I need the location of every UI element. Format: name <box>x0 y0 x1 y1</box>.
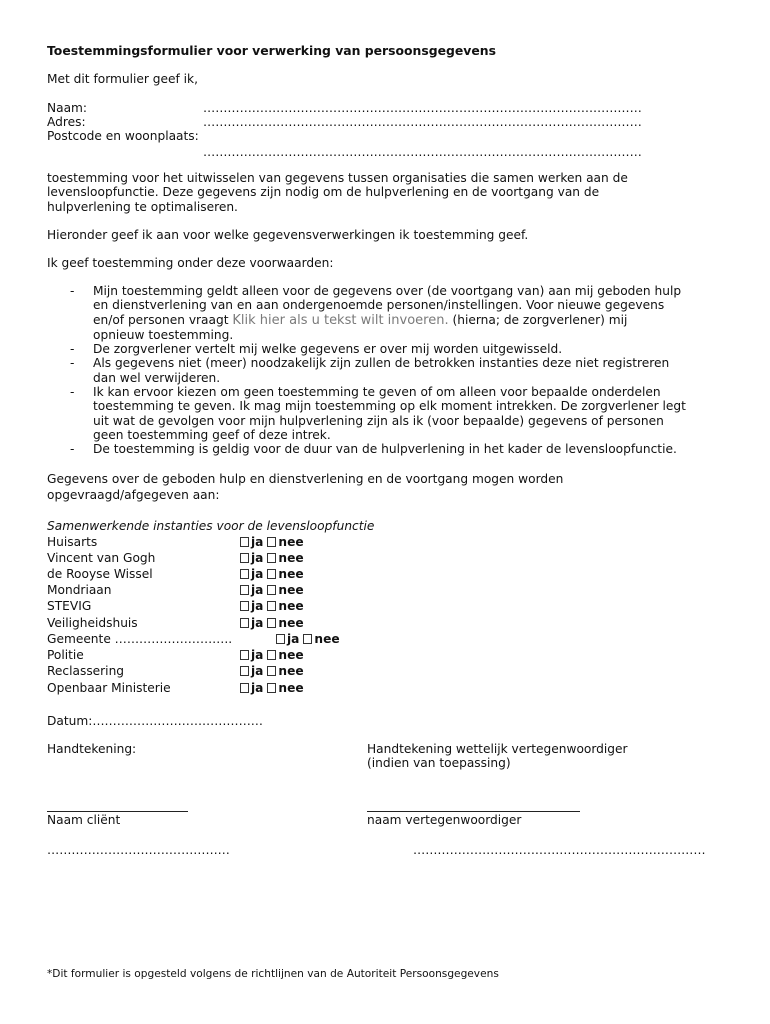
footnote: *Dit formulier is opgesteld volgens de richtlijnen van de Autoriteit Persoonsgegevens <box>47 968 499 980</box>
bullet-line: opnieuw toestemming. <box>93 327 234 342</box>
ja-checkbox[interactable] <box>240 553 249 563</box>
instance-options <box>240 583 304 598</box>
conditions-list <box>47 284 747 457</box>
nee-checkbox[interactable] <box>267 585 276 595</box>
ja-checkbox[interactable] <box>240 569 249 579</box>
instance-openbaar-ministerie: Openbaar Ministerie <box>47 681 171 695</box>
postcode-field[interactable]: ……………………………………………………………………………………………… <box>203 145 642 159</box>
representative-name-label: naam vertegenwoordiger <box>367 813 522 827</box>
nee-label: nee <box>278 616 304 630</box>
representative-signature-line[interactable] <box>367 811 580 812</box>
instance-mondriaan: Mondriaan <box>47 583 112 597</box>
instance-options <box>240 616 304 631</box>
bullet-line <box>93 313 747 328</box>
ja-label: ja <box>251 648 264 662</box>
ja-checkbox[interactable] <box>240 618 249 628</box>
nee-checkbox[interactable] <box>267 537 276 547</box>
ja-checkbox[interactable] <box>276 634 285 644</box>
list-item <box>47 284 747 342</box>
ja-checkbox[interactable] <box>240 601 249 611</box>
bullet-line: dan wel verwijderen. <box>93 370 221 385</box>
consent-line: toestemming voor het uitwisselen van gegevens tussen organisaties die samen werken aan de <box>47 171 628 185</box>
ja-checkbox[interactable] <box>240 585 249 595</box>
bullet-line: geen toestemming geef of deze intrek. <box>93 427 331 442</box>
ja-label: ja <box>251 616 264 630</box>
nee-label: nee <box>278 681 304 695</box>
client-signature-label: Handtekening: <box>47 742 137 756</box>
client-name-field[interactable]: ……………………………………… <box>47 843 230 857</box>
instance-veiligheidshuis: Veiligheidshuis <box>47 616 138 630</box>
nee-label: nee <box>278 535 304 549</box>
representative-note: (indien van toepassing) <box>367 756 511 770</box>
consent-paragraph <box>47 171 737 214</box>
list-item <box>47 342 747 356</box>
bullet-text: (hierna; de zorgverlener) mij <box>448 312 628 327</box>
instance-options <box>240 535 304 550</box>
instances-heading: Samenwerkende instanties voor de levensloopfunctie <box>47 519 375 533</box>
list-item <box>47 385 747 442</box>
naam-field[interactable]: ……………………………………………………………………………………………… <box>203 101 642 115</box>
representative-signature-label: Handtekening wettelijk vertegenwoordiger <box>367 742 628 756</box>
placeholder-text-field[interactable]: Klik hier als u tekst wilt invoeren. <box>232 312 449 328</box>
instance-options <box>240 648 304 663</box>
bullet-dash: - <box>70 442 75 457</box>
bullet-line: Ik kan ervoor kiezen om geen toestemming te geven of om alleen voor bepaalde onderdelen <box>93 385 661 400</box>
nee-label: nee <box>278 648 304 662</box>
nee-label: nee <box>278 599 304 613</box>
form-title: Toestemmingsformulier voor verwerking van persoonsgegevens <box>47 43 496 58</box>
conditions-heading: Ik geef toestemming onder deze voorwaarden: <box>47 256 334 270</box>
nee-label: nee <box>314 632 340 646</box>
instance-options <box>240 664 304 679</box>
representative-name-field[interactable]: ……………………………………………………………… <box>413 843 706 857</box>
instance-de-rooyse-wissel: de Rooyse Wissel <box>47 567 153 581</box>
bullet-line: De toestemming is geldig voor de duur van de hulpverlening in het kader de levensloopfunctie. <box>93 442 677 457</box>
postcode-label: Postcode en woonplaats: <box>47 129 199 143</box>
instance-politie: Politie <box>47 648 84 662</box>
bullet-line: Mijn toestemming geldt alleen voor de gegevens over (de voortgang van) aan mij geboden hulp <box>93 284 682 298</box>
ja-checkbox[interactable] <box>240 666 249 676</box>
instance-reclassering: Reclassering <box>47 664 125 678</box>
instance-stevig: STEVIG <box>47 599 92 613</box>
nee-checkbox[interactable] <box>267 650 276 660</box>
ja-label: ja <box>251 681 264 695</box>
nee-label: nee <box>278 567 304 581</box>
bullet-line: en dienstverlening van en aan ondergenoemde personen/instellingen. Voor nieuwe gegevens <box>93 298 665 313</box>
list-item <box>47 356 747 385</box>
naam-label: Naam: <box>47 101 88 115</box>
nee-label: nee <box>278 583 304 597</box>
ja-label: ja <box>251 567 264 581</box>
ja-label: ja <box>251 583 264 597</box>
client-name-label: Naam cliënt <box>47 813 121 827</box>
bullet-line: uit wat de gevolgen voor mijn hulpverlening zijn als ik (voor bepaalde) gegevens of personen <box>93 413 664 428</box>
ja-checkbox[interactable] <box>240 537 249 547</box>
nee-checkbox[interactable] <box>267 683 276 693</box>
adres-label: Adres: <box>47 115 86 129</box>
instance-options <box>276 632 340 647</box>
datum-field[interactable]: Datum:…………………………………… <box>47 714 263 728</box>
bullet-dash: - <box>70 356 75 371</box>
client-signature-line[interactable] <box>47 811 188 812</box>
ja-label: ja <box>287 632 300 646</box>
instance-vincent-van-gogh: Vincent van Gogh <box>47 551 156 565</box>
intro-text: Met dit formulier geef ik, <box>47 72 198 86</box>
nee-label: nee <box>278 664 304 678</box>
nee-checkbox[interactable] <box>267 666 276 676</box>
bullet-dash: - <box>70 342 75 357</box>
ja-label: ja <box>251 664 264 678</box>
bullet-line: Als gegevens niet (meer) noodzakelijk zijn zullen de betrokken instanties deze niet registreren <box>93 356 670 371</box>
adres-field[interactable]: ……………………………………………………………………………………………… <box>203 115 642 129</box>
recipients-line: Gegevens over de geboden hulp en dienstverlening en de voortgang mogen worden <box>47 472 564 486</box>
nee-label: nee <box>278 551 304 565</box>
recipients-line: opgevraagd/afgegeven aan: <box>47 488 220 502</box>
nee-checkbox[interactable] <box>267 601 276 611</box>
bullet-text: en/of personen vraagt <box>93 312 233 327</box>
instance-huisarts: Huisarts <box>47 535 98 549</box>
recipients-paragraph <box>47 471 737 503</box>
processing-paragraph: Hieronder geef ik aan voor welke gegevensverwerkingen ik toestemming geef. <box>47 228 529 242</box>
bullet-line: toestemming te geven. Ik mag mijn toestemming op elk moment intrekken. De zorgverlener legt <box>93 399 686 414</box>
ja-label: ja <box>251 599 264 613</box>
ja-checkbox[interactable] <box>240 683 249 693</box>
instance-options <box>240 681 304 696</box>
instance-options <box>240 567 304 582</box>
bullet-dash: - <box>70 284 75 298</box>
ja-label: ja <box>251 551 264 565</box>
bullet-line: De zorgverlener vertelt mij welke gegevens er over mij worden uitgewisseld. <box>93 342 563 357</box>
nee-checkbox[interactable] <box>267 553 276 563</box>
nee-checkbox[interactable] <box>303 634 312 644</box>
ja-label: ja <box>251 535 264 549</box>
nee-checkbox[interactable] <box>267 618 276 628</box>
bullet-dash: - <box>70 385 75 400</box>
nee-checkbox[interactable] <box>267 569 276 579</box>
instance-gemeente[interactable]: Gemeente ……………………….. <box>47 632 233 646</box>
instance-options <box>240 599 304 614</box>
consent-line: levensloopfunctie. Deze gegevens zijn nodig om de hulpverlening en de voortgang van de <box>47 185 600 200</box>
list-item <box>47 442 747 456</box>
instance-options <box>240 551 304 566</box>
consent-line: hulpverlening te optimaliseren. <box>47 199 238 214</box>
ja-checkbox[interactable] <box>240 650 249 660</box>
